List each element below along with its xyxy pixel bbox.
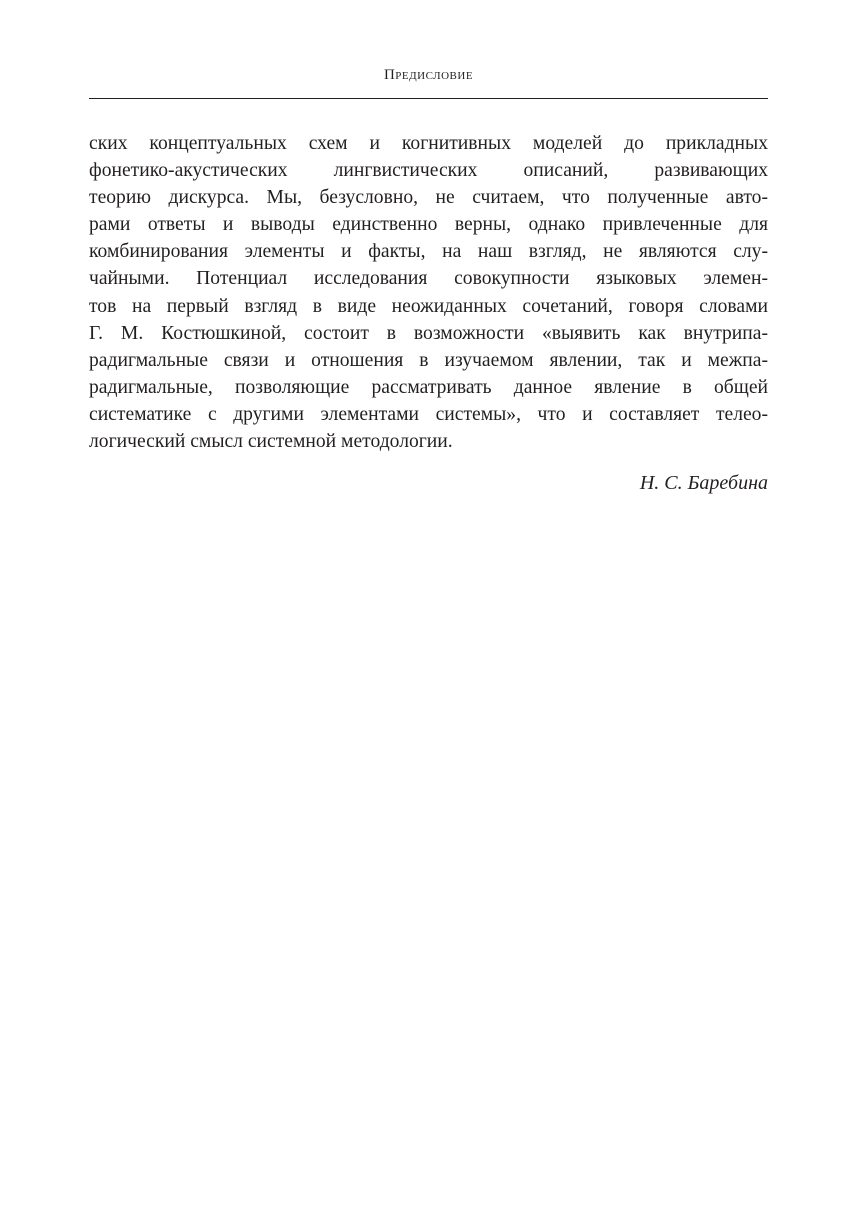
running-head: Предисловие [383,67,474,83]
text-line: чайными. Потенциал исследования совокупности языковых элемен- [89,268,768,290]
text-line: фонетико-акустических лингвистических описаний, развивающих [89,160,768,182]
body-paragraph [89,130,768,455]
text-line: радигмальные, позволяющие рассматривать данное явление в общей [89,376,768,398]
text-line: комбинирования элементы и факты, на наш взгляд, не являются слу- [89,241,768,263]
text-line-last: логический смысл системной методологии. [89,431,453,453]
text-line: тов на первый взгляд в виде неожиданных сочетаний, говоря словами [89,295,768,317]
text-line: Г. М. Костюшкиной, состоит в возможности «выявить как внутрипа- [89,322,768,344]
author-signature: Н. С. Баребина [639,472,768,494]
text-line: радигмальные связи и отношения в изучаемом явлении, так и межпа- [89,349,768,371]
text-line: теорию дискурса. Мы, безусловно, не считаем, что полученные авто- [89,187,768,209]
text-line: ских концептуальных схем и когнитивных моделей до прикладных [89,133,768,154]
header-rule [89,98,768,99]
text-line: систематике с другими элементами системы», что и составляет телео- [89,403,768,425]
text-line: рами ответы и выводы единственно верны, однако привлеченные для [89,214,768,236]
